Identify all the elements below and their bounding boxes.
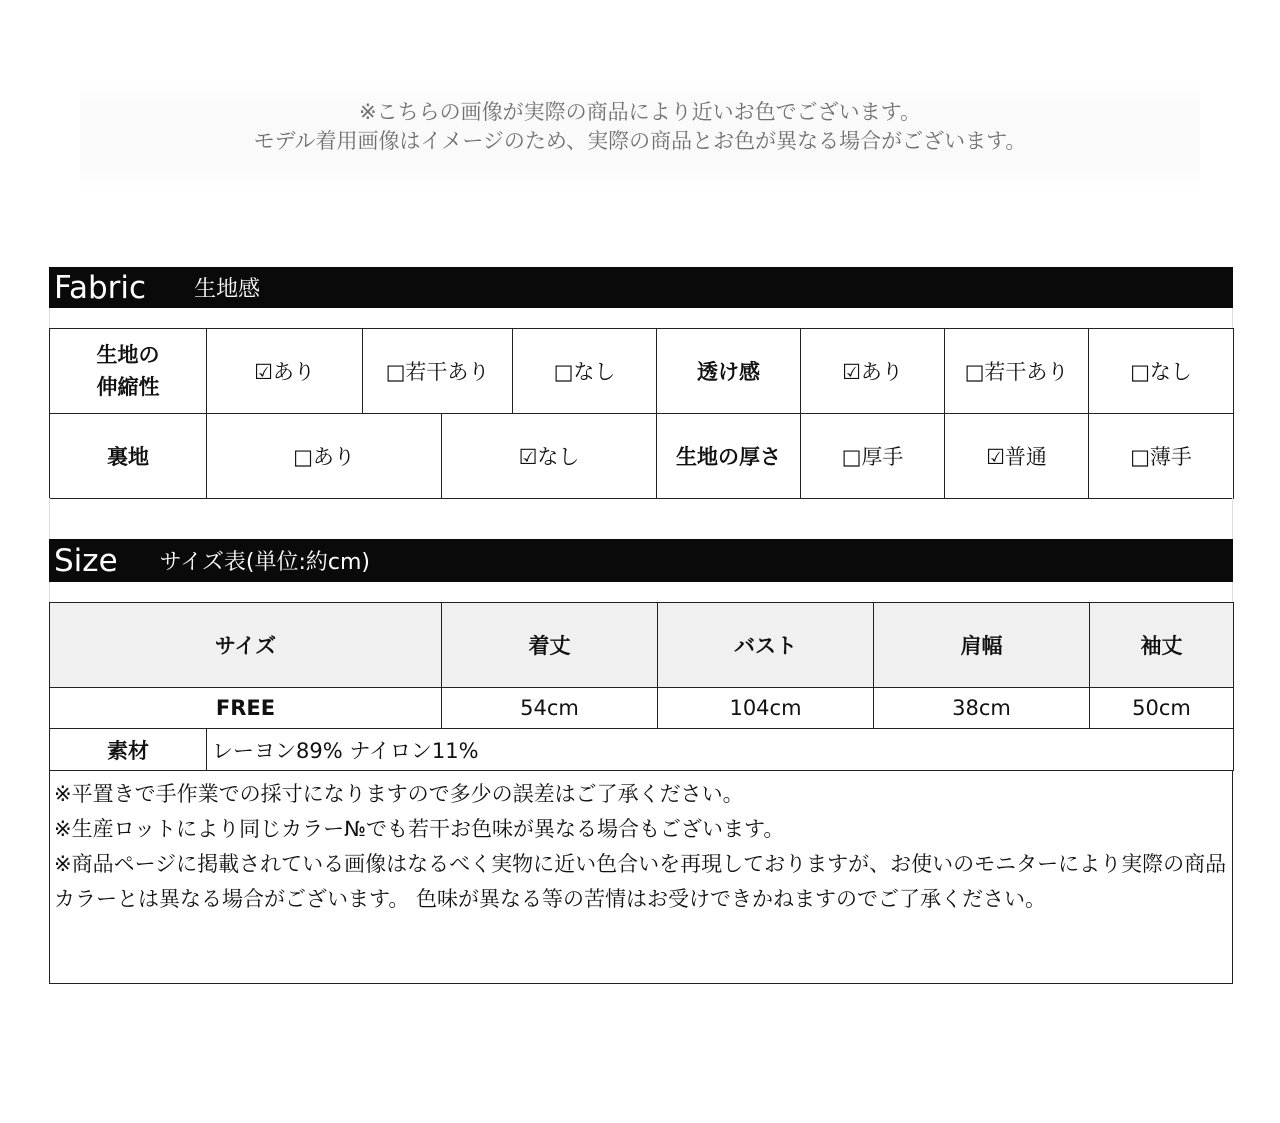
stretch-label: 生地の 伸縮性 <box>50 329 207 414</box>
color-notice <box>80 84 1200 188</box>
material-table <box>49 728 1234 771</box>
material-value: レーヨン89% ナイロン11% <box>207 729 1234 771</box>
size-col-header: サイズ <box>50 603 442 688</box>
fabric-title: Fabric <box>54 269 147 306</box>
thickness-option: □厚手 <box>801 414 945 499</box>
spacer <box>49 582 1233 602</box>
fabric-table-row1 <box>49 328 1234 414</box>
lining-label: 裏地 <box>50 414 207 499</box>
sleeve-value: 50cm <box>1090 688 1234 729</box>
note-measurement: ※平置きで手作業での採寸になりますので多少の誤差はご了承ください。 <box>54 782 744 806</box>
length-col-header: 着丈 <box>442 603 658 688</box>
sheer-option: ☑あり <box>801 329 945 414</box>
stretch-option: ☑あり <box>207 329 363 414</box>
sleeve-col-header: 袖丈 <box>1090 603 1234 688</box>
notes-table <box>49 770 1233 984</box>
shoulder-value: 38cm <box>874 688 1090 729</box>
size-header <box>49 539 1233 582</box>
bust-value: 104cm <box>658 688 874 729</box>
spacer <box>49 498 1233 539</box>
thickness-option: □薄手 <box>1089 414 1234 499</box>
notice-line-2: モデル着用画像はイメージのため、実際の商品とお色が異なる場合がございます。 <box>253 129 1027 153</box>
bust-col-header: バスト <box>658 603 874 688</box>
sheer-option: □若干あり <box>945 329 1089 414</box>
shoulder-col-header: 肩幅 <box>874 603 1090 688</box>
spacer <box>49 308 1233 328</box>
stretch-option: □若干あり <box>363 329 513 414</box>
fabric-subtitle: 生地感 <box>194 277 261 302</box>
notice-line-1: ※こちらの画像が実際の商品により近いお色でございます。 <box>359 100 921 124</box>
lining-option: ☑なし <box>442 414 657 499</box>
thickness-label: 生地の厚さ <box>657 414 801 499</box>
size-subtitle: サイズ表(単位:約cm) <box>159 550 370 575</box>
size-table <box>49 602 1234 729</box>
thickness-option: ☑普通 <box>945 414 1089 499</box>
sheer-option: □なし <box>1089 329 1234 414</box>
note-monitor: ※商品ページに掲載されている画像はなるべく実物に近い色合いを再現しておりますが、お使いのモニターにより実際の商品カラーとは異なる場合がございます。 色味が異なる等の苦情はお受けできかねますのでご了承ください。 <box>54 852 1227 911</box>
size-header-row <box>50 603 1234 688</box>
length-value: 54cm <box>442 688 658 729</box>
stretch-option: □なし <box>513 329 657 414</box>
lining-option: □あり <box>207 414 442 499</box>
fabric-table-row2 <box>49 413 1234 499</box>
size-value: FREE <box>50 688 442 729</box>
sheer-label: 透け感 <box>657 329 801 414</box>
fabric-header <box>49 267 1233 308</box>
note-lot: ※生産ロットにより同じカラー№でも若干お色味が異なる場合もございます。 <box>54 817 785 841</box>
table-row <box>50 688 1234 729</box>
material-label: 素材 <box>50 729 207 771</box>
size-title: Size <box>54 542 118 579</box>
